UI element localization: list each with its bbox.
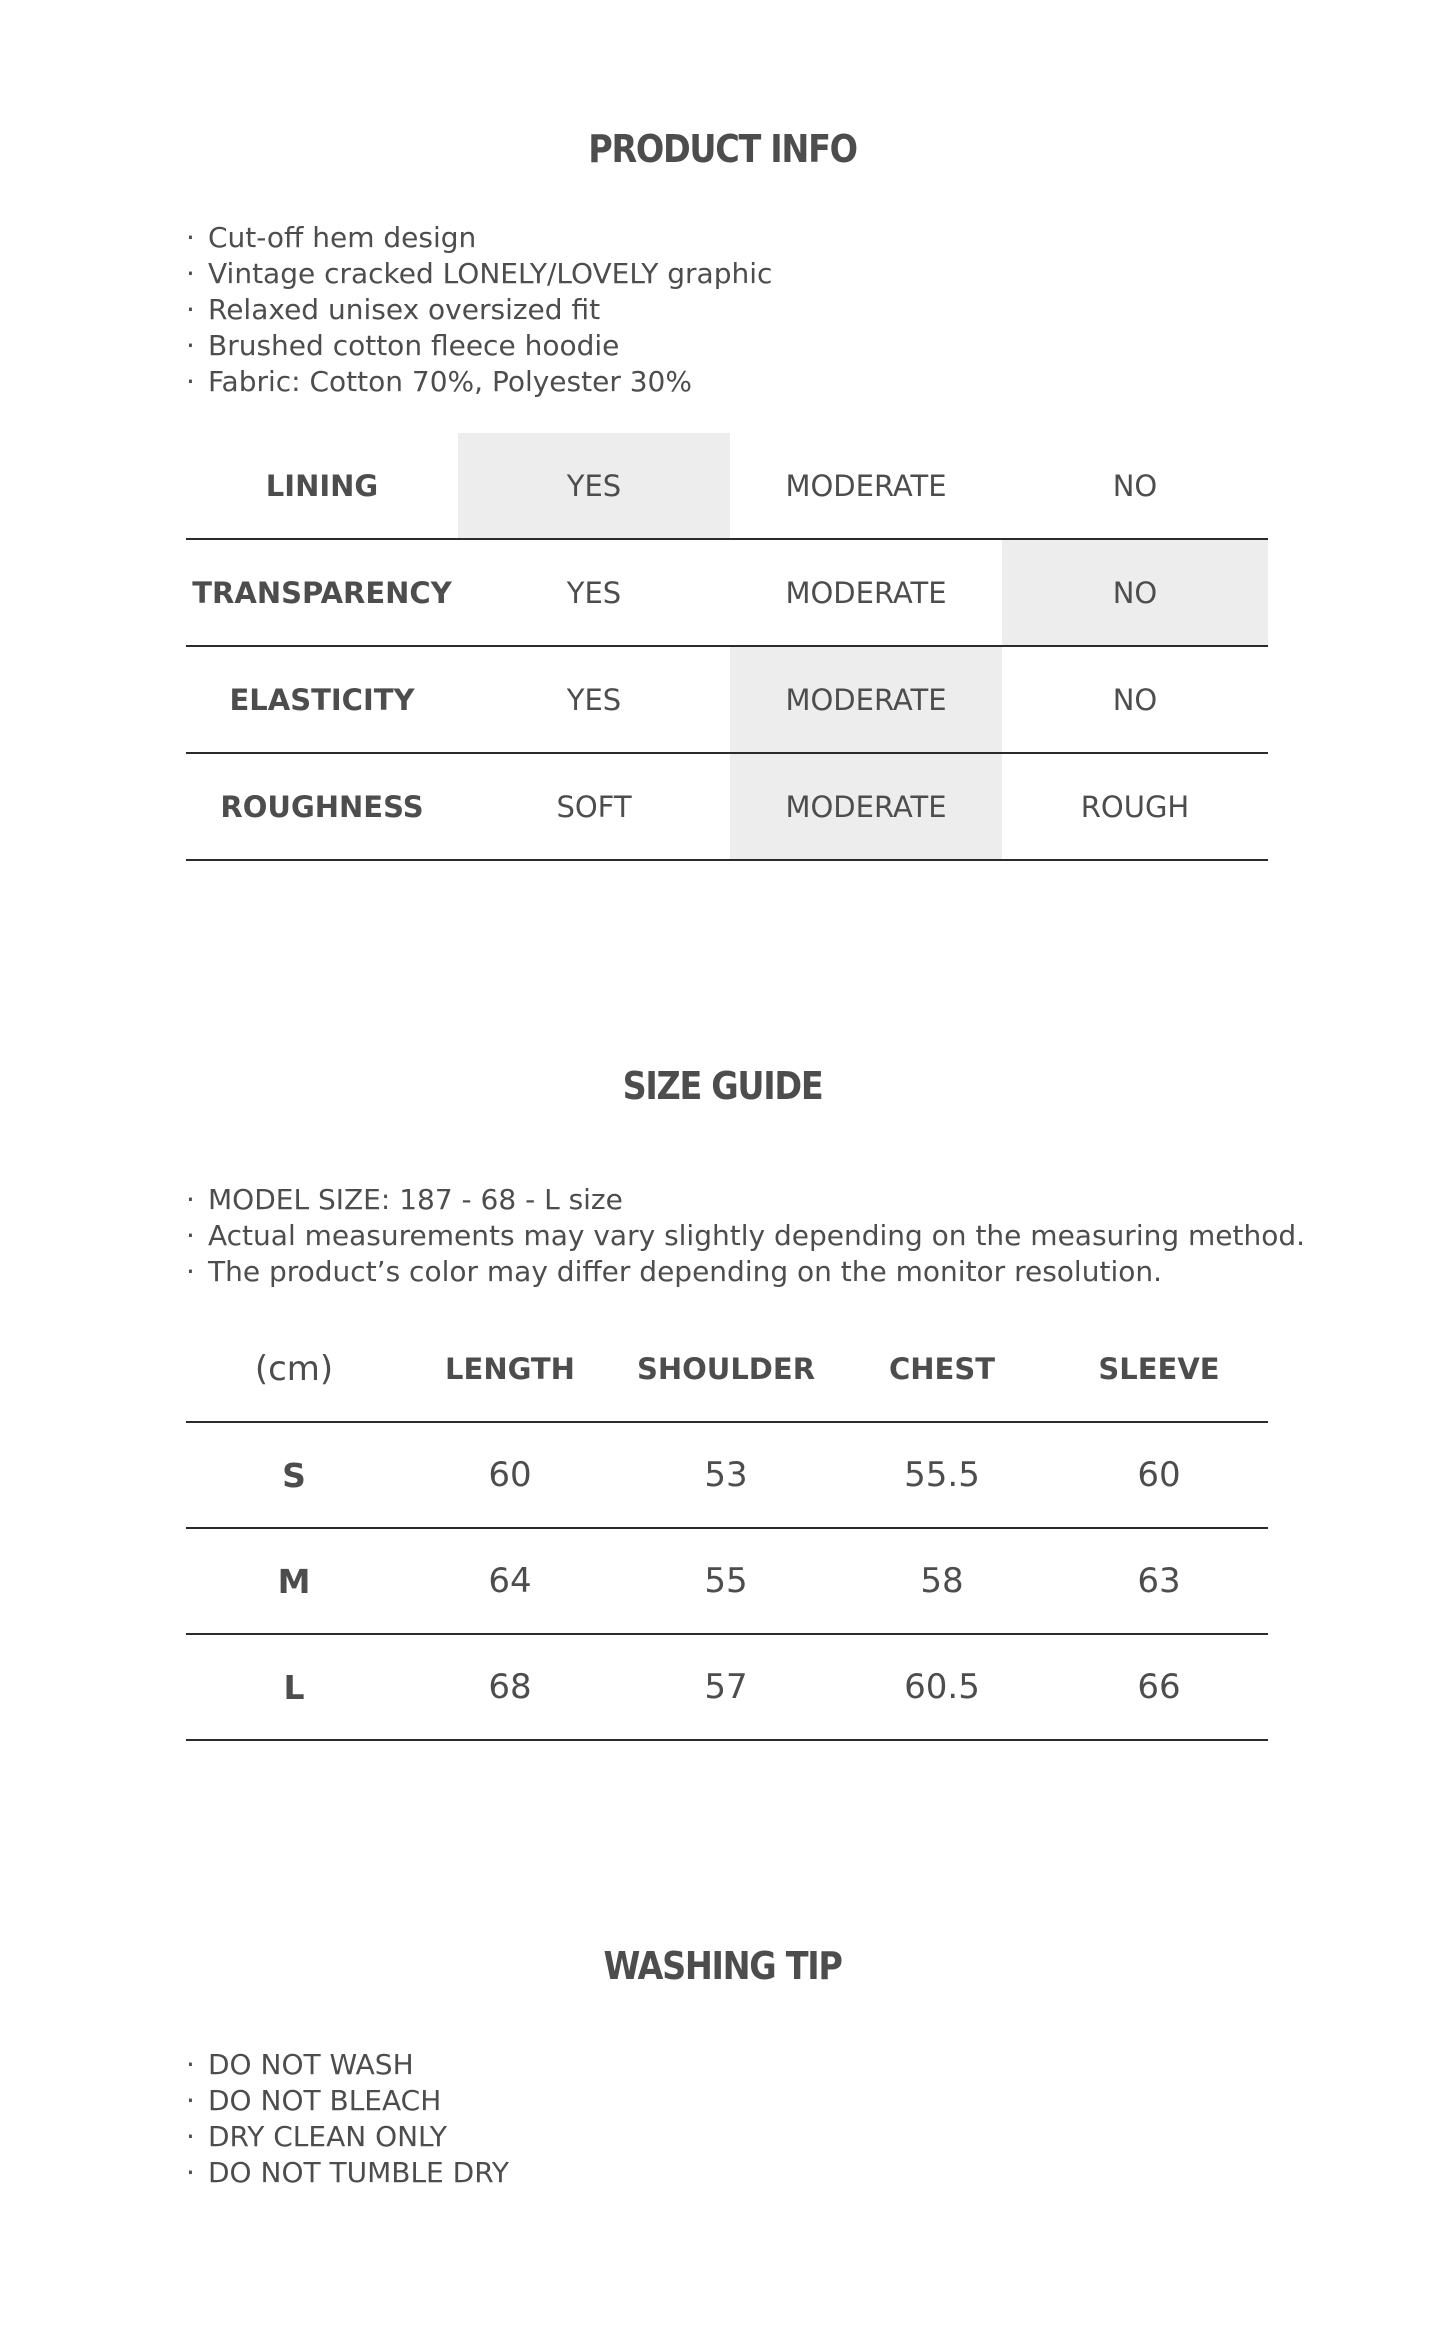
row-label: ELASTICITY — [229, 682, 415, 717]
product-info-title: PRODUCT INFO — [588, 127, 857, 171]
measurement-cell: 55.5 — [904, 1455, 980, 1495]
size-label: M — [277, 1561, 311, 1601]
option-cell: NO — [1112, 468, 1158, 503]
measurement-cell: 60 — [1137, 1455, 1181, 1495]
option-cell: SOFT — [556, 789, 632, 824]
measurement-cell: 57 — [704, 1667, 748, 1707]
measurement-cell: 60 — [488, 1455, 532, 1495]
measurement-cell: 60.5 — [904, 1667, 980, 1707]
table-row — [186, 646, 1268, 753]
washing-tip-list — [186, 2047, 509, 2191]
size-label: S — [282, 1455, 306, 1495]
list-item: · Cut-off hem design — [186, 221, 477, 254]
size-table — [186, 1316, 1268, 1741]
option-cell: YES — [566, 575, 622, 610]
list-item: · DO NOT BLEACH — [186, 2084, 442, 2117]
list-item: · DO NOT TUMBLE DRY — [186, 2156, 509, 2189]
measurement-cell: 63 — [1137, 1561, 1181, 1601]
table-row — [186, 1634, 1268, 1740]
list-item: · Relaxed unisex oversized fit — [186, 293, 601, 326]
row-label: TRANSPARENCY — [192, 575, 452, 610]
measurement-cell: 53 — [704, 1455, 748, 1495]
measurement-cell: 58 — [920, 1561, 964, 1601]
size-guide-title: SIZE GUIDE — [622, 1064, 823, 1108]
column-header: CHEST — [888, 1351, 996, 1386]
table-row — [186, 753, 1268, 860]
header-row — [186, 1316, 1268, 1422]
option-cell: ROUGH — [1080, 789, 1190, 824]
option-cell: YES — [458, 433, 730, 539]
list-item: · Vintage cracked LONELY/LOVELY graphic — [186, 257, 773, 290]
column-header: SHOULDER — [636, 1351, 816, 1386]
measurement-cell: 64 — [488, 1561, 532, 1601]
product-info-list — [186, 220, 772, 400]
fabric-properties-table — [186, 433, 1268, 861]
list-item: · DRY CLEAN ONLY — [186, 2120, 448, 2153]
row-label: ROUGHNESS — [220, 789, 424, 824]
option-cell: MODERATE — [785, 575, 947, 610]
table-row — [186, 433, 1268, 539]
option-cell: NO — [1002, 539, 1268, 646]
list-item: · MODEL SIZE: 187 - 68 - L size — [186, 1183, 623, 1216]
unit-label: (cm) — [254, 1348, 334, 1389]
option-cell: MODERATE — [785, 468, 947, 503]
option-cell: YES — [566, 682, 622, 717]
table-row — [186, 1528, 1268, 1634]
column-header: LENGTH — [445, 1351, 575, 1386]
option-cell: MODERATE — [730, 753, 1002, 860]
measurement-cell: 66 — [1137, 1667, 1181, 1707]
table-row — [186, 1422, 1268, 1528]
list-item: · Fabric: Cotton 70%, Polyester 30% — [186, 365, 692, 398]
size-guide-notes — [186, 1182, 1305, 1290]
list-item: · Brushed cotton fleece hoodie — [186, 329, 620, 362]
list-item: · The product’s color may differ depending on the monitor resolution. — [186, 1255, 1162, 1288]
table-row — [186, 539, 1268, 646]
measurement-cell: 55 — [704, 1561, 748, 1601]
measurement-cell: 68 — [488, 1667, 532, 1707]
size-label: L — [283, 1667, 305, 1707]
list-item: · Actual measurements may vary slightly depending on the measuring method. — [186, 1219, 1306, 1252]
column-header: SLEEVE — [1098, 1351, 1220, 1386]
option-cell: NO — [1112, 682, 1158, 717]
option-cell: MODERATE — [730, 646, 1002, 753]
washing-tip-title: WASHING TIP — [603, 1944, 842, 1988]
list-item: · DO NOT WASH — [186, 2048, 414, 2081]
row-label: LINING — [265, 468, 379, 503]
